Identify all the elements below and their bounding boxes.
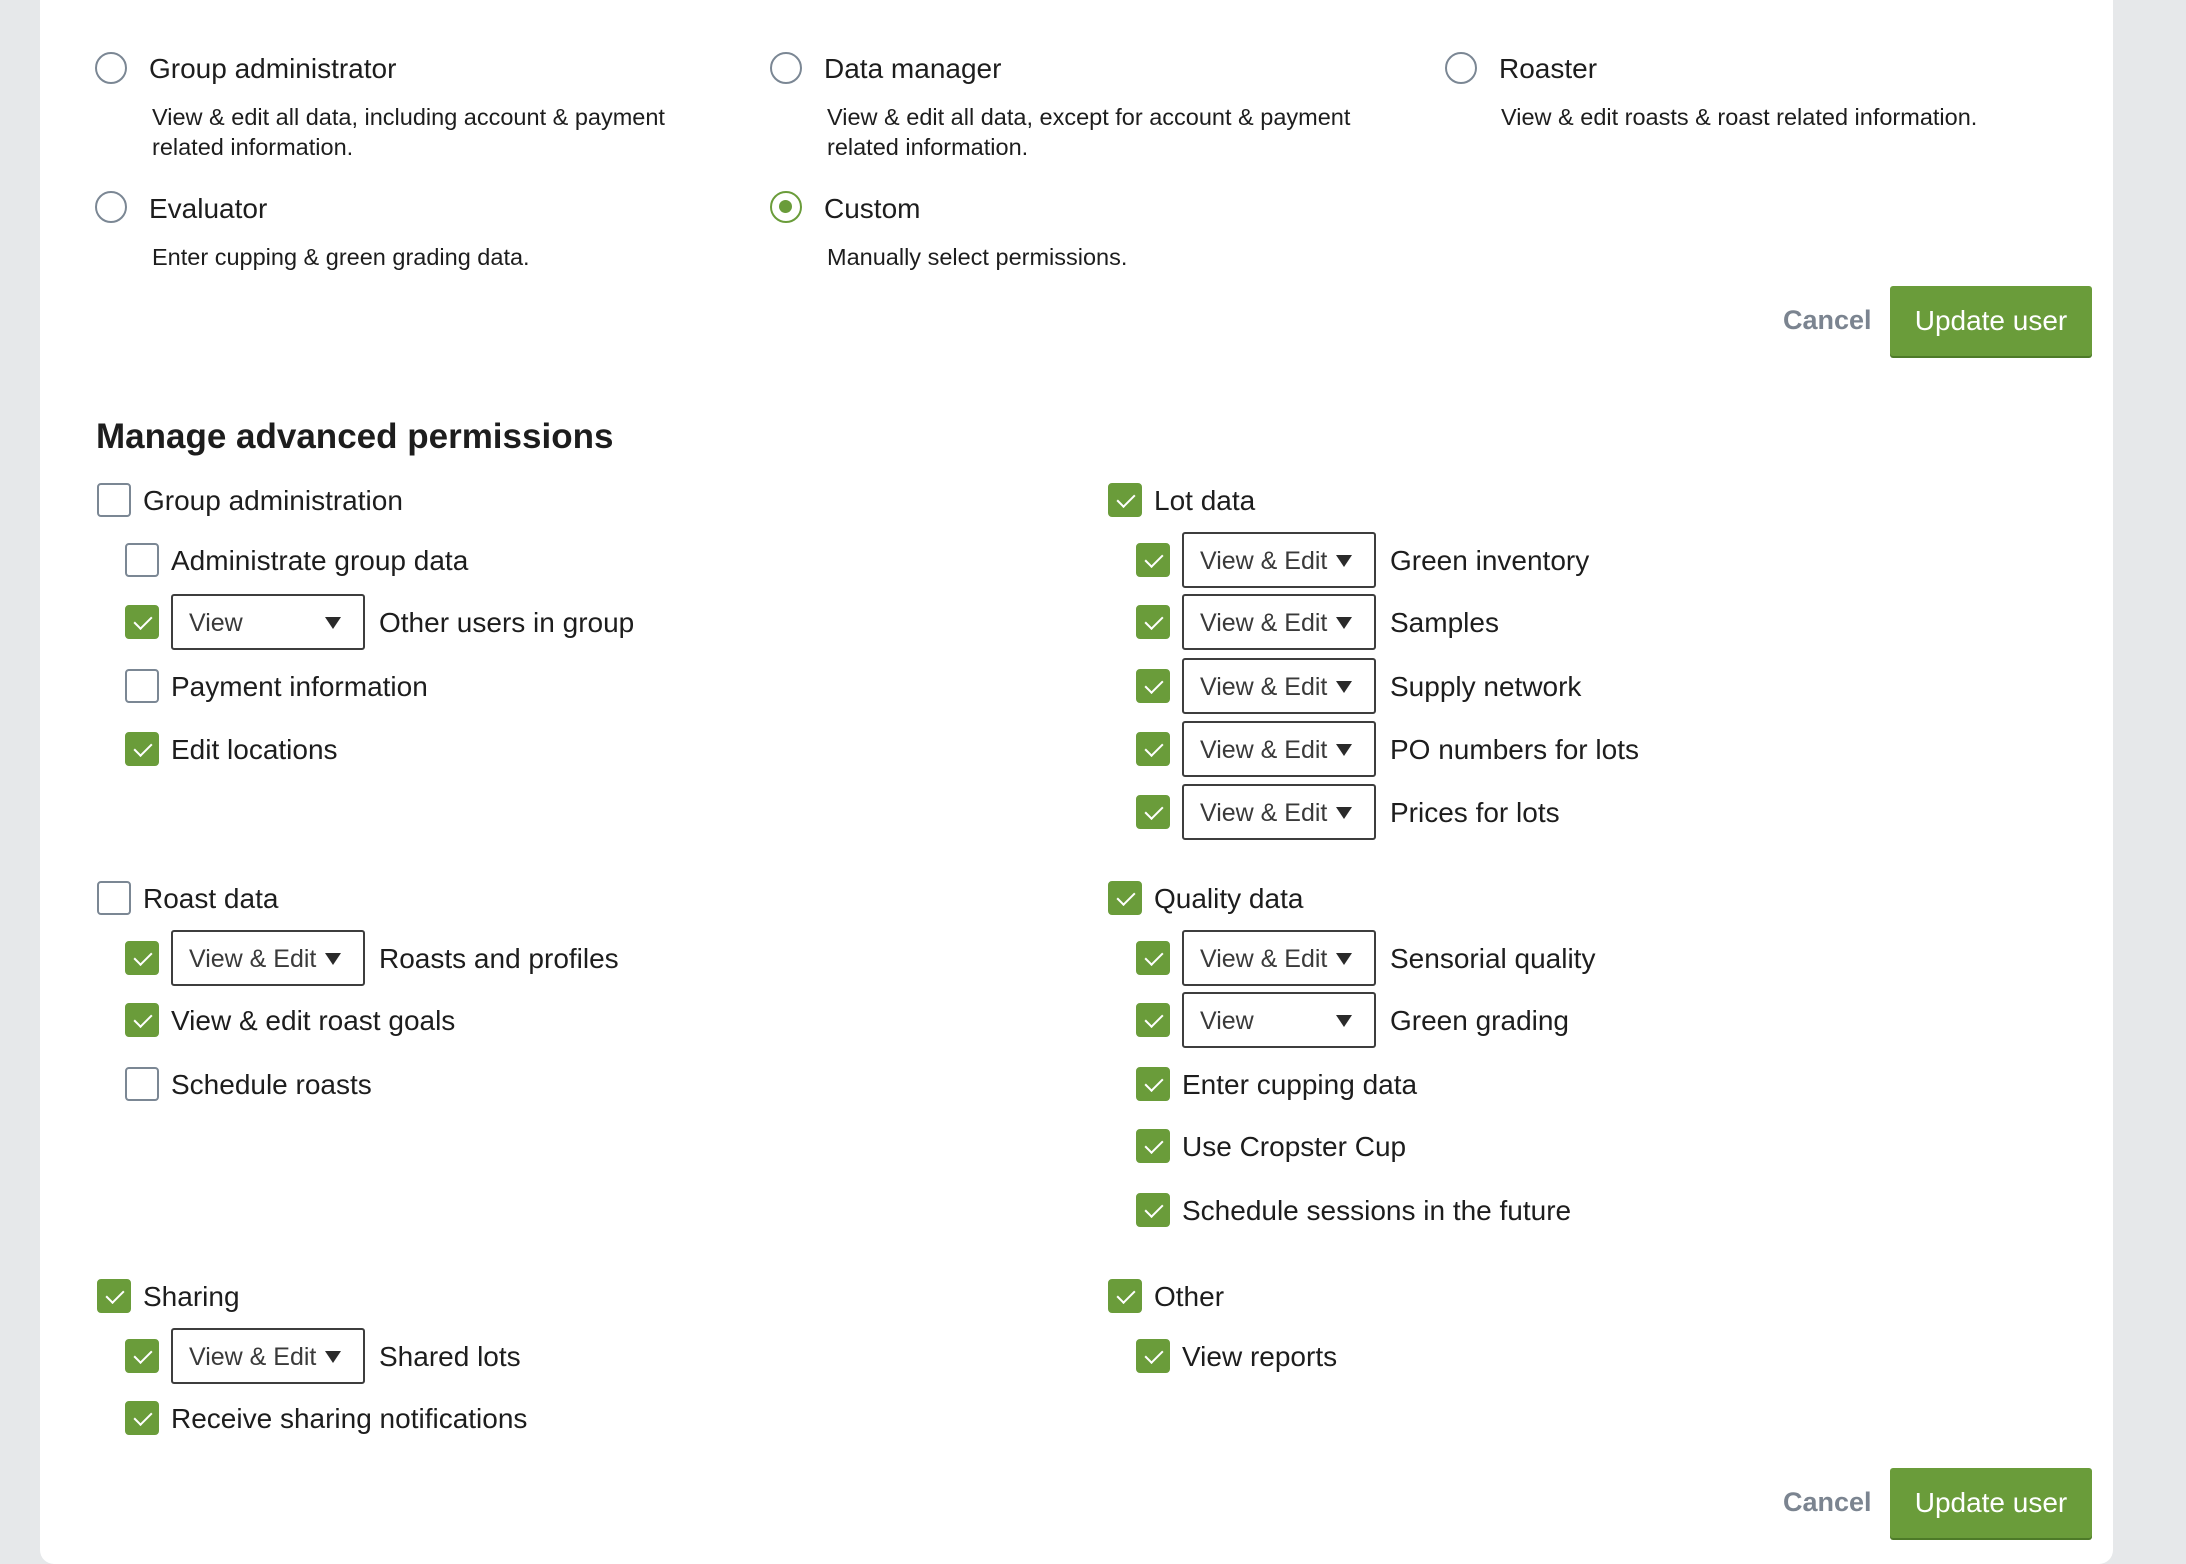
other-users-in-group-select[interactable] bbox=[171, 594, 365, 650]
dropdown-caret-icon bbox=[1336, 1015, 1352, 1027]
sharing-label: Sharing bbox=[143, 1281, 240, 1312]
green-inventory-select[interactable] bbox=[1182, 532, 1376, 588]
enter-cupping-data-checkbox[interactable] bbox=[1136, 1067, 1170, 1101]
select-value: View & Edit bbox=[189, 1343, 317, 1371]
select-value: View & Edit bbox=[1200, 736, 1328, 764]
roasts-and-profiles-select[interactable] bbox=[171, 930, 365, 986]
role-desc-evaluator: Enter cupping & green grading data. bbox=[152, 244, 530, 270]
use-cropster-cup-checkbox[interactable] bbox=[1136, 1129, 1170, 1163]
role-radio-roaster[interactable] bbox=[1445, 52, 1477, 84]
dropdown-caret-icon bbox=[325, 953, 341, 965]
dropdown-caret-icon bbox=[325, 617, 341, 629]
prices-for-lots-select[interactable] bbox=[1182, 784, 1376, 840]
group-administration-label: Group administration bbox=[143, 485, 403, 516]
group-administration-checkbox[interactable] bbox=[97, 483, 131, 517]
supply-network-checkbox[interactable] bbox=[1136, 669, 1170, 703]
shared-lots-label: Shared lots bbox=[379, 1341, 521, 1372]
sensorial-quality-checkbox[interactable] bbox=[1136, 941, 1170, 975]
cancel-button-bottom[interactable]: Cancel bbox=[1783, 1487, 1872, 1517]
dropdown-caret-icon bbox=[325, 1351, 341, 1363]
use-cropster-cup-label: Use Cropster Cup bbox=[1182, 1131, 1407, 1162]
roasts-and-profiles-label: Roasts and profiles bbox=[379, 943, 619, 974]
role-title-group-administrator: Group administrator bbox=[149, 53, 397, 84]
role-desc-data-manager: View & edit all data, except for account & payment related information. bbox=[827, 104, 1351, 160]
lot-data-checkbox[interactable] bbox=[1108, 483, 1142, 517]
schedule-roasts-checkbox[interactable] bbox=[125, 1067, 159, 1101]
roasts-and-profiles-checkbox[interactable] bbox=[125, 941, 159, 975]
green-inventory-checkbox[interactable] bbox=[1136, 543, 1170, 577]
edit-locations-checkbox[interactable] bbox=[125, 732, 159, 766]
role-title-roaster: Roaster bbox=[1499, 53, 1598, 84]
enter-cupping-data-label: Enter cupping data bbox=[1182, 1069, 1418, 1100]
receive-sharing-notifications-label: Receive sharing notifications bbox=[171, 1403, 528, 1434]
select-value: View & Edit bbox=[1200, 945, 1328, 973]
other-users-in-group-label: Other users in group bbox=[379, 607, 635, 638]
dropdown-caret-icon bbox=[1336, 807, 1352, 819]
schedule-sessions-checkbox[interactable] bbox=[1136, 1193, 1170, 1227]
sensorial-quality-label: Sensorial quality bbox=[1390, 943, 1596, 974]
edit-locations-label: Edit locations bbox=[171, 734, 338, 765]
role-desc-custom: Manually select permissions. bbox=[827, 244, 1128, 270]
prices-for-lots-label: Prices for lots bbox=[1390, 797, 1560, 828]
green-grading-label: Green grading bbox=[1390, 1005, 1570, 1036]
po-numbers-checkbox[interactable] bbox=[1136, 732, 1170, 766]
schedule-sessions-label: Schedule sessions in the future bbox=[1182, 1195, 1572, 1226]
select-value: View bbox=[189, 609, 243, 637]
dropdown-caret-icon bbox=[1336, 617, 1352, 629]
lot-data-label: Lot data bbox=[1154, 485, 1256, 516]
roast-goals-checkbox[interactable] bbox=[125, 1003, 159, 1037]
dropdown-caret-icon bbox=[1336, 681, 1352, 693]
roast-goals-label: View & edit roast goals bbox=[171, 1005, 456, 1036]
payment-information-label: Payment information bbox=[171, 671, 428, 702]
role-desc-group-administrator: View & edit all data, including account & payment related information. bbox=[152, 104, 665, 160]
other-users-in-group-checkbox[interactable] bbox=[125, 605, 159, 639]
dropdown-caret-icon bbox=[1336, 953, 1352, 965]
select-value: View & Edit bbox=[1200, 609, 1328, 637]
role-radio-group-administrator[interactable] bbox=[95, 52, 127, 84]
view-reports-label: View reports bbox=[1182, 1341, 1338, 1372]
advanced-permissions-heading: Manage advanced permissions bbox=[96, 417, 614, 456]
cancel-button-top[interactable]: Cancel bbox=[1783, 305, 1872, 335]
select-value: View & Edit bbox=[1200, 799, 1328, 827]
other-checkbox[interactable] bbox=[1108, 1279, 1142, 1313]
sharing-checkbox[interactable] bbox=[97, 1279, 131, 1313]
quality-data-label: Quality data bbox=[1154, 883, 1304, 914]
shared-lots-select[interactable] bbox=[171, 1328, 365, 1384]
role-radio-custom[interactable] bbox=[770, 191, 802, 223]
role-radio-evaluator[interactable] bbox=[95, 191, 127, 223]
roast-data-checkbox[interactable] bbox=[97, 881, 131, 915]
green-grading-checkbox[interactable] bbox=[1136, 1003, 1170, 1037]
dropdown-caret-icon bbox=[1336, 744, 1352, 756]
payment-information-checkbox[interactable] bbox=[125, 669, 159, 703]
supply-network-label: Supply network bbox=[1390, 671, 1582, 702]
prices-for-lots-checkbox[interactable] bbox=[1136, 795, 1170, 829]
quality-data-checkbox[interactable] bbox=[1108, 881, 1142, 915]
samples-select[interactable] bbox=[1182, 594, 1376, 650]
select-value: View & Edit bbox=[1200, 547, 1328, 575]
other-label: Other bbox=[1154, 1281, 1225, 1312]
role-desc-roaster: View & edit roasts & roast related information. bbox=[1501, 104, 1978, 130]
select-value: View & Edit bbox=[1200, 673, 1328, 701]
view-reports-checkbox[interactable] bbox=[1136, 1339, 1170, 1373]
update-user-button-top[interactable]: Update user bbox=[1890, 286, 2092, 356]
po-numbers-select[interactable] bbox=[1182, 721, 1376, 777]
user-permissions-panel bbox=[40, 0, 2113, 1564]
samples-checkbox[interactable] bbox=[1136, 605, 1170, 639]
green-inventory-label: Green inventory bbox=[1390, 545, 1590, 576]
select-value: View bbox=[1200, 1007, 1254, 1035]
select-value: View & Edit bbox=[189, 945, 317, 973]
dropdown-caret-icon bbox=[1336, 555, 1352, 567]
sensorial-quality-select[interactable] bbox=[1182, 930, 1376, 986]
role-title-evaluator: Evaluator bbox=[149, 193, 268, 224]
roast-data-label: Roast data bbox=[143, 883, 279, 914]
schedule-roasts-label: Schedule roasts bbox=[171, 1069, 372, 1100]
supply-network-select[interactable] bbox=[1182, 658, 1376, 714]
administrate-group-data-checkbox[interactable] bbox=[125, 543, 159, 577]
green-grading-select[interactable] bbox=[1182, 992, 1376, 1048]
samples-label: Samples bbox=[1390, 607, 1499, 638]
role-title-custom: Custom bbox=[824, 193, 921, 224]
receive-sharing-notifications-checkbox[interactable] bbox=[125, 1401, 159, 1435]
role-title-data-manager: Data manager bbox=[824, 53, 1002, 84]
role-radio-data-manager[interactable] bbox=[770, 52, 802, 84]
administrate-group-data-label: Administrate group data bbox=[171, 545, 469, 576]
po-numbers-label: PO numbers for lots bbox=[1390, 734, 1639, 765]
update-user-button-bottom[interactable]: Update user bbox=[1890, 1468, 2092, 1538]
shared-lots-checkbox[interactable] bbox=[125, 1339, 159, 1373]
